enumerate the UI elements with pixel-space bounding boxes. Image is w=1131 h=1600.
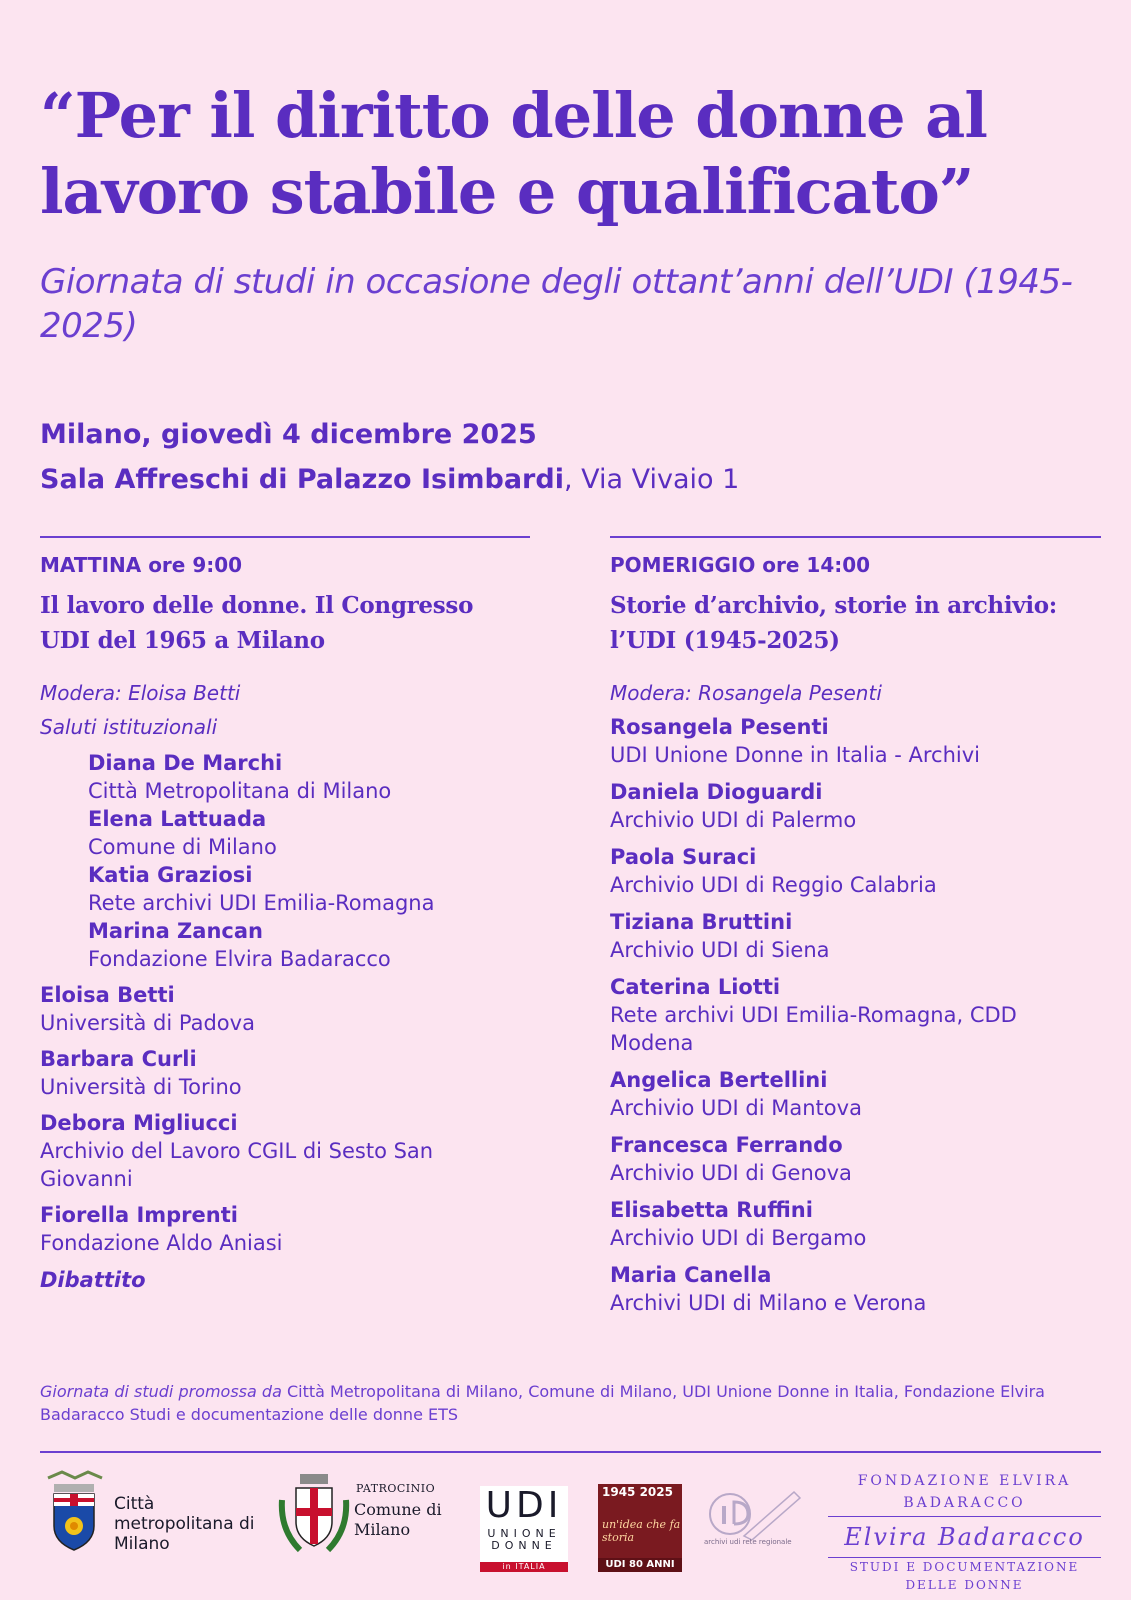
speaker-affiliation: Fondazione Aldo Aniasi [40,1231,283,1255]
morning-session-title: Il lavoro delle donne. Il Congresso UDI del 1965 a Milano [40,592,474,654]
afternoon-session-title: Storie d’archivio, storie in archivio: l’UDI (1945-2025) [610,592,1057,654]
speaker-name: Paola Suraci [610,845,757,869]
event-subtitle: Giornata di studi in occasione degli ottant’anni dell’UDI (1945-2025) [40,262,1073,346]
afternoon-divider [610,536,1101,538]
speaker-name: Debora Migliucci [40,1111,238,1135]
morning-moderator: Modera: Eloisa Betti [40,681,241,705]
speaker-item [40,1045,530,1101]
udi-80-years: 1945 2025 [602,1485,673,1499]
citta-metropolitana-crest-icon [40,1470,110,1558]
speaker-item [610,843,1101,899]
promoters-note [40,1380,1101,1426]
venue-address: , Via Vivaio 1 [563,464,740,495]
event-venue [40,461,739,499]
speaker-affiliation: Archivio del Lavoro CGIL di Sesto San Giovanni [40,1139,434,1191]
badaracco-name: FONDAZIONE ELVIRA BADARACCO [828,1470,1101,1517]
archivi-udi-text: archivi udi rete regionale [704,1538,792,1546]
badaracco-tagline: STUDI E DOCUMENTAZIONE DELLE DONNE [828,1557,1101,1594]
event-date: Milano, giovedì 4 dicembre 2025 [40,419,537,450]
speaker-name: Elisabetta Ruffini [610,1198,813,1222]
venue-name: Sala Affreschi di Palazzo Isimbardi [40,464,564,495]
speaker-affiliation: Archivio UDI di Siena [610,938,830,962]
speaker-name: Caterina Liotti [610,975,781,999]
greetings-label: Saluti istituzionali [40,715,218,739]
speaker-name: Rosangela Pesenti [610,715,829,739]
archivi-udi-mark-icon [704,1484,804,1540]
speaker-affiliation: UDI Unione Donne in Italia - Archivi [610,743,980,767]
udi-logo-bar: in ITALIA [480,1562,568,1572]
speaker-affiliation: Comune di Milano [88,835,277,859]
speaker-name: Elena Lattuada [88,807,267,831]
greeting-item [88,749,530,805]
speaker-affiliation: Fondazione Elvira Badaracco [88,947,391,971]
speaker-name: Barbara Curli [40,1047,197,1071]
speaker-name: Maria Canella [610,1263,772,1287]
speaker-name: Francesca Ferrando [610,1133,843,1157]
speaker-item [610,908,1101,964]
speaker-name: Diana De Marchi [88,751,283,775]
greeting-item [88,805,530,861]
afternoon-session-time: POMERIGGIO ore 14:00 [610,553,871,577]
speaker-affiliation: Archivi UDI di Milano e Verona [610,1291,927,1315]
speaker-item [610,1261,1101,1317]
debate-label: Dibattito [40,1268,146,1292]
greetings-list [40,749,530,973]
speaker-item [610,713,1101,769]
speaker-name: Eloisa Betti [40,983,175,1007]
speaker-name: Tiziana Bruttini [610,910,793,934]
speaker-affiliation: Rete archivi UDI Emilia-Romagna [88,891,435,915]
speaker-affiliation: Rete archivi UDI Emilia-Romagna, CDD Modena [610,1003,1017,1055]
speaker-affiliation: Università di Padova [40,1011,255,1035]
sponsor-logos [40,1470,1101,1592]
speaker-affiliation: Università di Torino [40,1075,242,1099]
udi-logo-text: UDI [485,1485,563,1526]
promoters-list: Città Metropolitana di Milano, Comune di Milano, UDI Unione Donne in Italia, Fondazione Elvira Badaracco Studi e documentazione delle donne ETS [40,1382,1045,1424]
speaker-item [610,1066,1101,1122]
fondazione-badaracco-logo [828,1470,1101,1592]
greeting-item [88,861,530,917]
patrocinio-label: PATROCINIO [356,1482,436,1495]
speaker-affiliation: Archivio UDI di Reggio Calabria [610,873,937,897]
badaracco-signature: Elvira Badaracco [844,1523,1085,1551]
speaker-item [610,1196,1101,1252]
afternoon-moderator: Modera: Rosangela Pesenti [610,681,882,705]
udi-logo [480,1486,568,1572]
udi-80-anni-logo [598,1484,682,1572]
promoters-label: Giornata di studi promossa da [40,1382,282,1401]
speaker-item [40,1109,530,1193]
comune-milano-text: Comune di Milano [354,1500,442,1539]
comune-milano-logo [278,1470,448,1560]
speaker-affiliation: Archivio UDI di Mantova [610,1096,862,1120]
speaker-name: Fiorella Imprenti [40,1203,238,1227]
citta-metropolitana-text: Città metropolitana di Milano [114,1494,255,1554]
speaker-affiliation: Città Metropolitana di Milano [88,779,392,803]
morning-session-time: MATTINA ore 9:00 [40,553,243,577]
event-title: “Per il diritto delle donne al lavoro stabile e qualificato” [40,79,987,228]
footer-divider [40,1451,1101,1453]
speaker-item [610,778,1101,834]
comune-milano-crest-icon [278,1470,350,1558]
speaker-affiliation: Archivio UDI di Bergamo [610,1226,867,1250]
speaker-item [610,1131,1101,1187]
udi-80-footer: UDI 80 ANNI [598,1558,682,1572]
greeting-item [88,917,530,973]
udi-80-motto: un'idea che fa storia [602,1518,681,1544]
speaker-name: Katia Graziosi [88,863,253,887]
speaker-affiliation: Archivio UDI di Palermo [610,808,857,832]
speaker-item [40,981,530,1037]
morning-divider [40,536,530,538]
speaker-name: Angelica Bertellini [610,1068,828,1092]
speaker-item [610,973,1101,1057]
speaker-name: Daniela Dioguardi [610,780,823,804]
afternoon-column [610,536,1101,1326]
citta-metropolitana-logo [40,1470,260,1560]
archivi-udi-logo [704,1484,804,1572]
morning-column [40,536,530,1295]
speaker-name: Marina Zancan [88,919,263,943]
speaker-item [40,1201,530,1257]
speaker-affiliation: Archivio UDI di Genova [610,1161,852,1185]
udi-logo-subtext: UNIONE DONNE [487,1527,561,1552]
